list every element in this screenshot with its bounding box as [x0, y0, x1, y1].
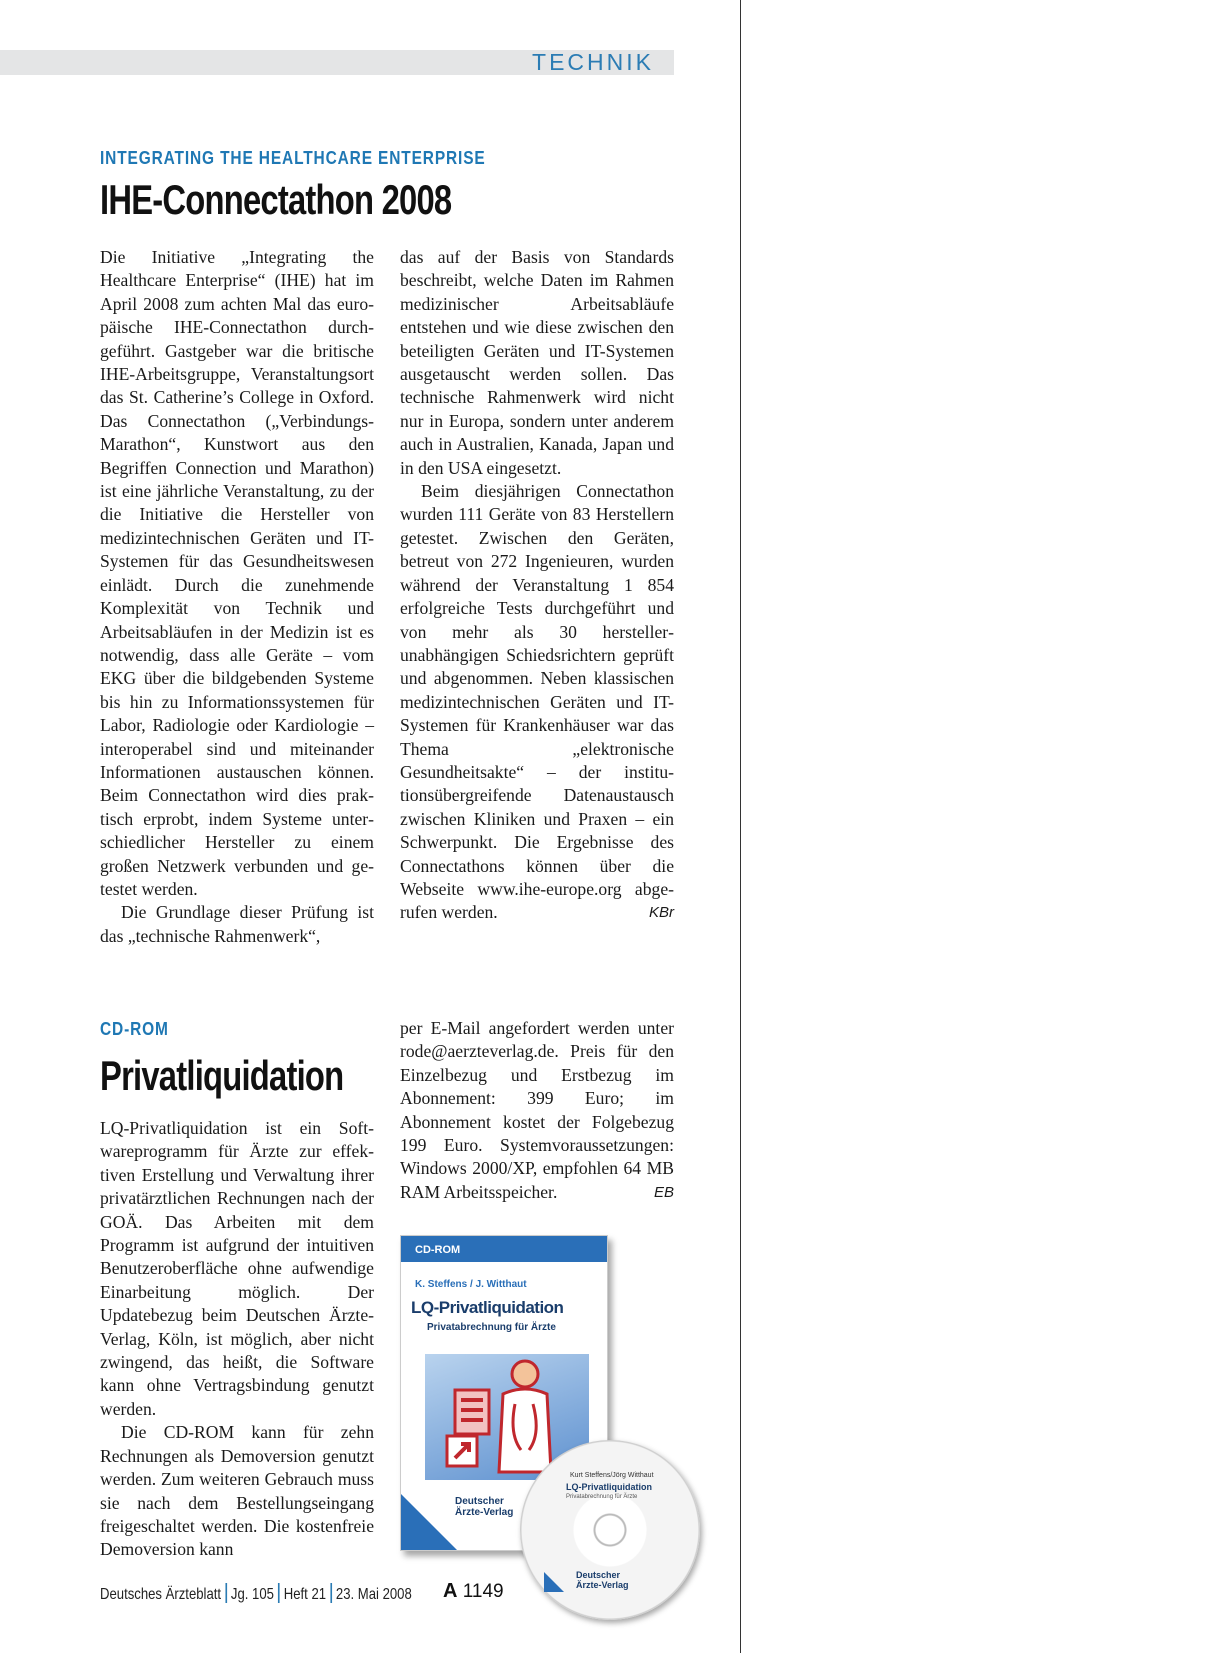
disc-logo-triangle: [544, 1572, 564, 1592]
article2-kicker: CD-ROM: [100, 1019, 169, 1039]
box-subtitle: Privatabrechnung für Ärzte: [427, 1322, 556, 1333]
page-number-value: 1149: [462, 1581, 504, 1602]
box-publisher-line2: Ärzte-Verlag: [455, 1507, 514, 1518]
article2-column-2: [400, 1017, 674, 1204]
section-header-bar: [0, 50, 674, 75]
page-number: [443, 1580, 504, 1603]
article1-title: IHE-Connectathon 2008: [100, 176, 452, 223]
article2-author: EB: [653, 1183, 674, 1201]
cd-disc-image: [520, 1440, 700, 1620]
page-footer: [100, 1583, 412, 1604]
footer-journal: Deutsches Ärzteblatt: [100, 1586, 222, 1603]
article1-kicker: INTEGRATING THE HEALTHCARE ENTERPRISE: [100, 148, 486, 168]
disc-publisher-line1: Deutscher: [576, 1570, 621, 1580]
article2-title: Privatliquidation: [100, 1052, 344, 1099]
article2-paragraph: Die CD-ROM kann für zehn Rechnungen als Demoversion genutzt werden. Zum weiteren Gebrauch muss sie nach dem Bestellungseingang freigeschaltet werden. Die kostenfreie Demoversion kann: [100, 1422, 374, 1560]
article2-paragraph-last: [400, 1017, 674, 1204]
box-authors: K. Steffens / J. Witthaut: [415, 1279, 527, 1290]
box-title: LQ-Privatliquidation: [411, 1298, 564, 1317]
box-cd-label: CD-ROM: [415, 1244, 461, 1256]
article1-paragraph: das auf der Basis von Standards beschreibt, welche Daten im Rahmen medizinischer Arbeitsabläufe entstehen und wie diese zwischen den beteiligten Geräten und IT-Systemen ausgetauscht werden sollen. Das technische Rahmenwerk wird nicht nur in Europa, sondern unter anderem auch in Australien, Kanada, Japan und in den USA eingesetzt.: [400, 247, 674, 478]
disc-authors: Kurt Steffens/Jörg Witthaut: [570, 1472, 654, 1479]
footer-issue: Heft 21: [283, 1586, 327, 1603]
article2-paragraph: LQ-Privatliquidation ist ein Softwareprogramm für Ärzte zur effektiven Erstellung und Verwaltung ihrer privatärztlichen Rechnungen nach der GOÄ. Das Arbeiten mit dem Programm ist aufgrund der intuitiven Benutzeroberfläche ohne aufwendige Einarbeitung möglich. Der Updatebezug beim Deutschen Ärzte-Verlag, Köln, ist möglich, aber nicht zwingend, das heißt, die Software kann ohne Vertragsbindung genutzt werden.: [100, 1118, 374, 1419]
article2-column-1: [100, 1117, 374, 1562]
article1-column-2: [400, 246, 674, 925]
section-label: TECHNIK: [532, 49, 654, 75]
box-publisher-line1: Deutscher: [455, 1496, 504, 1507]
footer-separator: [330, 1583, 332, 1603]
footer-separator: [278, 1583, 280, 1603]
box-publisher: [455, 1496, 513, 1518]
footer-separator: [225, 1583, 227, 1603]
article2-paragraph-text: per E-Mail angefordert werden unter rode@aerzteverlag.de. Preis für den Einzelbezug und Erstbezug im Abonnement: 399 Euro; im Abonnement kostet der Folgebezug 199 Euro. Systemvoraussetzungen: Windows 2000/XP, empfohlen 64 MB RAM Arbeitsspeicher.: [400, 1018, 674, 1202]
disc-title: LQ-Privatliquidation: [566, 1482, 653, 1492]
disc-subtitle: Privatabrechnung für Ärzte: [566, 1494, 638, 1500]
box-corner-triangle: [401, 1494, 457, 1550]
footer-date: 23. Mai 2008: [335, 1586, 412, 1603]
page-prefix: A: [443, 1580, 458, 1602]
disc-publisher: [576, 1570, 629, 1590]
article1-paragraph-text: Beim diesjährigen Connectathon wurden 111 Geräte von 83 Herstellern getestet. Zwischen den Geräten, betreut von 272 Ingenieuren, wurden während der Veranstaltung 1 854 erfolgreiche Tests durchgeführt und von mehr als 30 herstellerunabhängigen Schiedsrichtern geprüft und abgenommen. Neben klassischen medizintechnischen Geräten und IT-Systemen für Krankenhäuser war das Thema „elektronische Gesundheitsakte“ – der institutionsübergreifende Datenaustausch zwischen Kliniken und Praxen – ein Schwerpunkt. Die Ergebnisse des Connectathons können über die Webseite www.ihe-europe.org abgerufen werden.: [400, 481, 674, 923]
page-divider-line: [740, 0, 741, 1653]
article1-paragraph-last: [400, 480, 674, 925]
article1-column-1: [100, 246, 374, 948]
article1-paragraph: Die Grundlage dieser Prüfung ist das „technische Rahmenwerk“,: [100, 902, 374, 946]
footer-volume: Jg. 105: [230, 1586, 274, 1603]
article1-paragraph: Die Initiative „Integrating the Healthcare Enterprise“ (IHE) hat im April 2008 zum achten Mal das europäische IHE-Connectathon durchgeführt. Gastgeber war die britische IHE-Arbeitsgruppe, Veranstaltungsort das St. Catherine’s College in Oxford. Das Connectathon („Verbindungs-Marathon“, Kunstwort aus den Begriffen Connection und Marathon) ist eine jährliche Veranstaltung, zu der die Initiative die Hersteller von medizintechnischen Geräten und IT-Systemen für das Gesundheitswesen einlädt. Durch die zunehmende Komplexität von Technik und Arbeitsabläufen in der Medizin ist es notwendig, dass alle Geräte – vom EKG über die bildgebenden Systeme bis hin zu Informationssystemen für Labor, Radiologie oder Kardiologie – interoperabel sind und miteinander Informationen austauschen können. Beim Connectathon wird dies praktisch erprobt, indem Systeme unterschiedlicher Hersteller zu einem großen Netzwerk verbunden und getestet werden.: [100, 247, 374, 899]
disc-publisher-line2: Ärzte-Verlag: [576, 1580, 629, 1590]
article1-author: KBr: [648, 904, 674, 922]
